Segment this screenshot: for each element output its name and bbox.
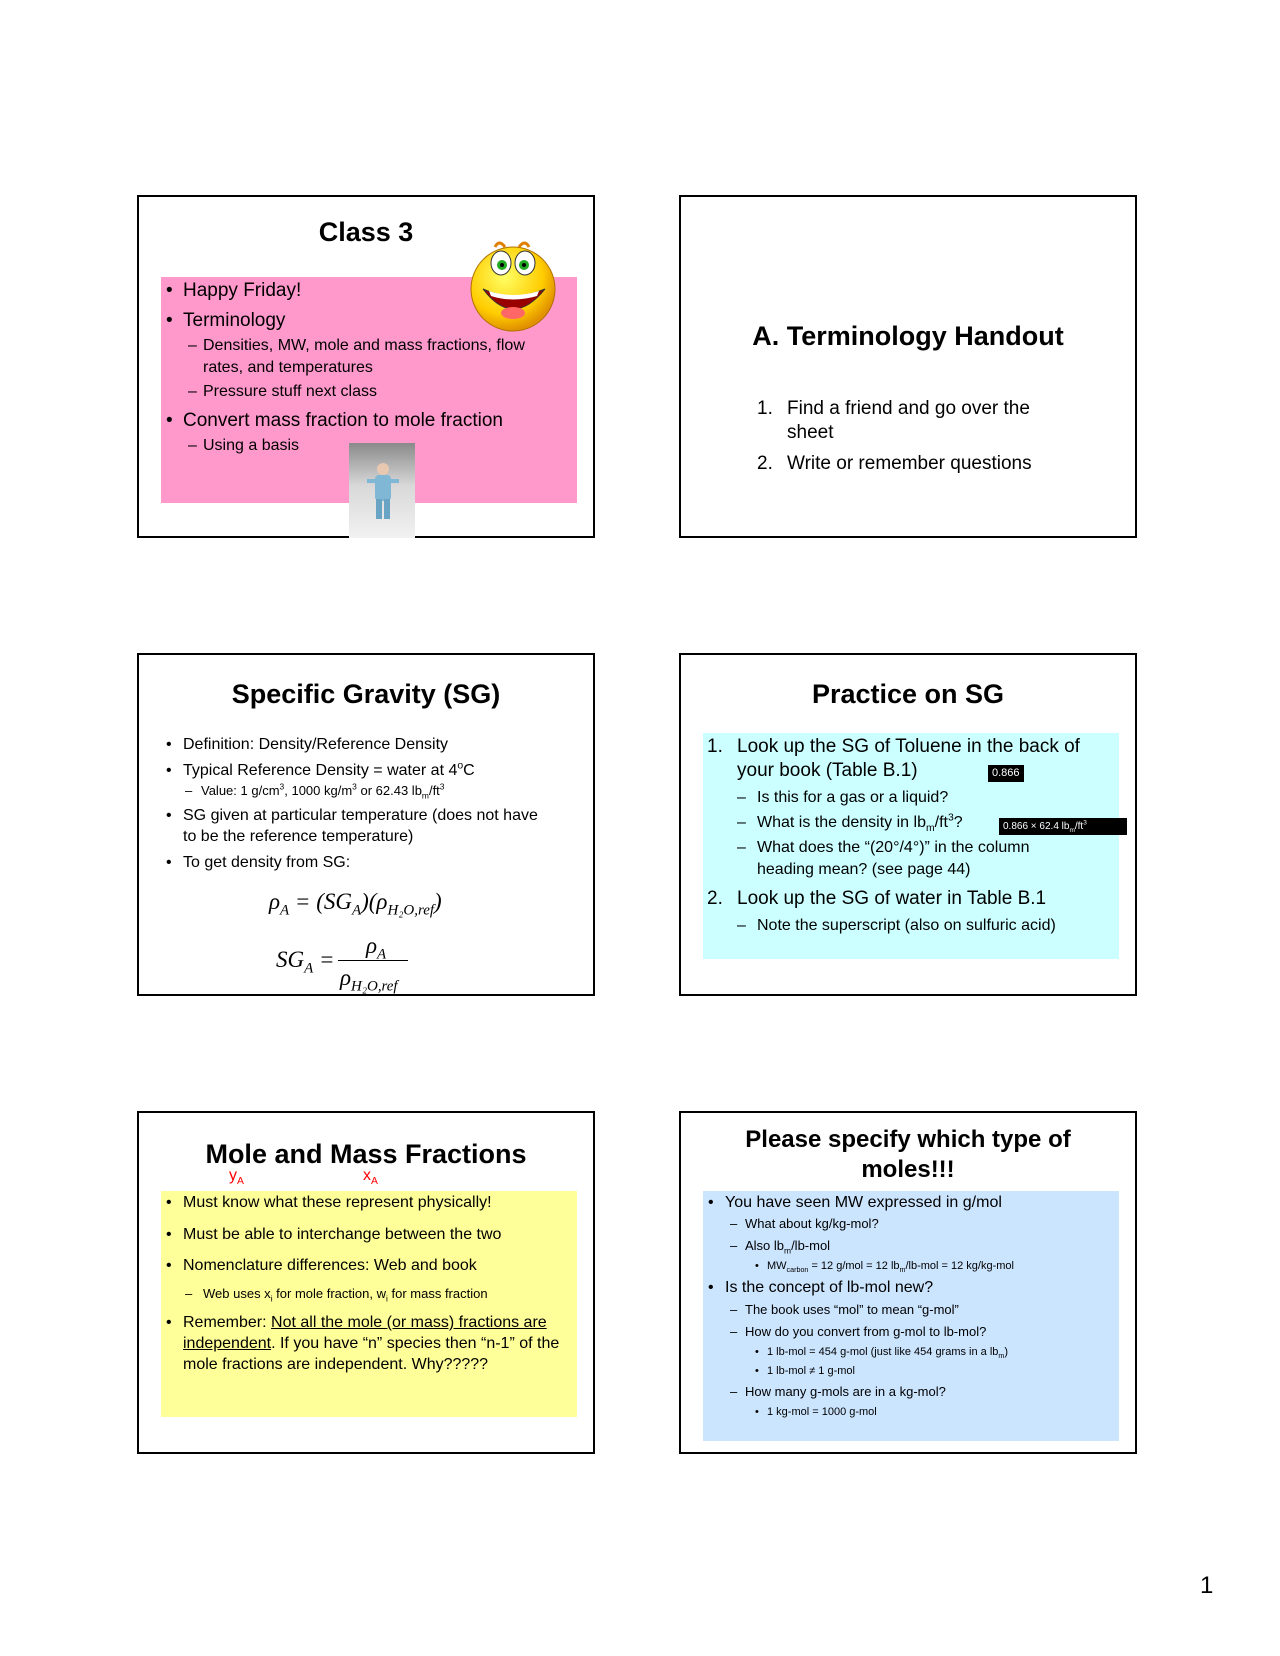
bullet: • SG given at particular temperature (does not have to be the reference temperature) — [161, 805, 553, 847]
superscript: 3 — [352, 781, 357, 792]
bullet: • Terminology — [161, 309, 577, 333]
text: for mole fraction, w — [272, 1286, 386, 1301]
sub-bullet-text: What about kg/kg-mol? — [745, 1216, 879, 1231]
subscript: A — [371, 1176, 378, 1188]
text: . If you have “n” species then “n-1” of the mole fractions are independent. Why????? — [183, 1335, 560, 1373]
bullet: • Must know what these represent physically! — [161, 1191, 577, 1213]
bullet: • Happy Friday! — [161, 279, 577, 303]
subscript: m — [899, 1266, 906, 1275]
slide-practice-on-sg — [679, 653, 1137, 996]
list-item — [751, 452, 1071, 476]
sub-bullet-text: The book uses “mol” to mean “g-mol” — [745, 1302, 959, 1317]
text: /lb-mol — [791, 1238, 831, 1253]
item-number: 2. — [707, 888, 723, 909]
sub-sub-bullet: • 1 lb-mol ≠ 1 g-mol — [703, 1362, 1119, 1381]
page-number: 1 — [1200, 1572, 1214, 1599]
sub-bullet-text: Note the superscript (also on sulfuric acid) — [757, 917, 1056, 934]
sub-bullet-text: Using a basis — [203, 437, 300, 454]
eq-term: SG — [276, 947, 305, 972]
sub-sub-bullet — [703, 1257, 1119, 1275]
subscript: carbon — [786, 1266, 809, 1275]
item-text: Look up the SG of water in Table B.1 — [737, 888, 1047, 909]
item-text: Look up the SG of Toluene in the back of your book (Table B.1) — [737, 736, 1080, 781]
symbol: x — [363, 1167, 371, 1184]
equation-density — [269, 889, 442, 919]
item-number: 1. — [757, 398, 773, 419]
bullet: • Must be able to interchange between the two — [161, 1225, 577, 1245]
symbol-ya — [229, 1167, 244, 1188]
sub-sub-bullet — [703, 1343, 1119, 1362]
item-number: 2. — [757, 453, 773, 474]
text: /ft — [934, 814, 948, 831]
numbered-list — [751, 397, 1071, 476]
bullet: • Nomenclature differences: Web and book — [161, 1256, 577, 1276]
sub-bullet: – How do you convert from g-mol to lb-mol? — [730, 1324, 987, 1339]
item-text: Write or remember questions — [787, 453, 1032, 474]
sub-bullet-text: Is this for a gas or a liquid? — [757, 789, 949, 806]
child-in-snow-image — [349, 443, 415, 538]
bullet-list — [161, 735, 561, 873]
eq-numerator: ρ — [366, 933, 378, 958]
sub-bullet-text: Densities, MW, mole and mass fractions, flow rates, and temperatures — [203, 337, 525, 376]
slide-title: Please specify which type of moles!!! — [745, 1126, 1071, 1183]
text: = 12 g/mol = 12 lb — [808, 1260, 900, 1272]
eq-term: )(ρ — [361, 889, 388, 914]
bullet: • Is the concept of lb-mol new? — [703, 1277, 1119, 1299]
symbol-xa — [363, 1167, 378, 1188]
sub-sub-bullet: • 1 kg-mol = 1000 g-mol — [703, 1403, 1119, 1422]
bullet-text: C — [463, 762, 475, 779]
sub-bullet: – Densities, MW, mole and mass fractions, flow rates, and temperatures — [188, 337, 525, 376]
item-number: 1. — [707, 736, 723, 757]
eq-term: = (SG — [289, 889, 352, 914]
text: What is the density in lb — [757, 814, 926, 831]
list-item — [751, 397, 1071, 445]
subscript: m — [784, 1245, 792, 1256]
sub-bullet-text: What does the “(20°/4°)” in the column heading mean? (see page 44) — [757, 839, 1030, 878]
eq-term: ρ — [269, 889, 281, 914]
bullet: • Definition: Density/Reference Density — [161, 735, 561, 755]
superscript: 3 — [947, 812, 954, 824]
subscript: A — [237, 1176, 244, 1188]
symbol: y — [229, 1167, 237, 1184]
text: Value: 1 g/cm — [201, 783, 280, 798]
sub-bullet: – What does the “(20°/4°)” in the column heading mean? (see page 44) — [737, 839, 1030, 878]
sub-bullet-text: How many g-mols are in a kg-mol? — [745, 1384, 946, 1399]
bullet: • Convert mass fraction to mole fraction — [161, 409, 577, 433]
badge-text: 0.866 × 62.4 lb — [1003, 821, 1070, 832]
eq-sub: A — [377, 946, 387, 963]
sub-bullet: – Value: 1 $g/cm^3$, 1000 $kg/m^3$ or 62.43 $lb_m/ft^3$ — [185, 781, 445, 801]
sub-bullet: – How many g-mols are in a kg-mol? — [730, 1384, 946, 1399]
eq-sub: H₂O,ref — [387, 902, 434, 919]
text: or 62.43 lb — [356, 783, 422, 798]
eq-sub: H₂O,ref — [351, 978, 398, 995]
superscript: 3 — [279, 781, 285, 792]
text: /ft — [428, 783, 440, 798]
slide-class-3 — [137, 195, 595, 538]
slide-title: Specific Gravity (SG) — [231, 679, 501, 709]
bullet-text: Typical Reference Density = water at 4 — [183, 762, 458, 779]
eq-sub: A — [351, 902, 362, 919]
bullet — [161, 761, 561, 781]
slide-title: A. Terminology Handout — [752, 321, 1064, 351]
text: 1 lb-mol = 454 g-mol (just like 454 grams in a lb — [767, 1346, 999, 1358]
subscript: m — [421, 790, 429, 801]
item-text: Find a friend and go over the sheet — [787, 398, 1030, 443]
subscript: i — [270, 1293, 273, 1304]
superscript: o — [457, 760, 464, 772]
text: ? — [953, 814, 963, 831]
list-item — [703, 733, 1097, 783]
list-item — [703, 887, 1119, 911]
text: Remember: — [183, 1314, 272, 1331]
fraction-bar — [338, 960, 408, 961]
subscript: m — [998, 1352, 1005, 1361]
sub-bullet-text: How do you convert from g-mol to lb-mol? — [745, 1324, 987, 1339]
bullet: • You have seen MW expressed in g/mol — [703, 1191, 1119, 1213]
slide-title: Mole and Mass Fractions — [205, 1139, 527, 1169]
smiley-face-icon — [465, 233, 561, 333]
superscript: 3 — [439, 781, 445, 792]
text: MW — [767, 1260, 787, 1272]
sub-bullet: – What about kg/kg-mol? — [730, 1216, 879, 1231]
snow-photo — [349, 443, 415, 538]
slide-specific-gravity — [137, 653, 595, 996]
subscript: i — [386, 1293, 388, 1304]
slide-specify-moles — [679, 1111, 1137, 1454]
sub-bullet-text: Pressure stuff next class — [203, 383, 377, 400]
eq-sub: A — [280, 902, 290, 919]
answer-badge — [999, 818, 1127, 835]
text: /lb-mol = 12 kg/kg-mol — [905, 1260, 1014, 1272]
sub-bullet: – Note the superscript (also on sulfuric acid) — [737, 917, 1056, 934]
badge-text: /ft — [1074, 821, 1084, 832]
superscript: 3 — [1083, 819, 1087, 827]
sub-bullet: – Web uses $x_i$ for mole fraction, $w_i$ for mass fraction — [185, 1286, 488, 1304]
text: , 1000 kg/m — [284, 783, 353, 798]
content-box — [703, 733, 1119, 959]
sub-bullet: – What is the density in $lb_m/ft^3$? — [737, 812, 963, 835]
text: Web uses x — [203, 1286, 271, 1301]
slide-mole-mass-fractions — [137, 1111, 595, 1454]
content-box — [161, 1191, 577, 1417]
eq-sub: A — [304, 960, 314, 977]
slide-terminology-handout — [679, 195, 1137, 538]
sub-bullet: – Pressure stuff next class — [188, 383, 377, 400]
bullet: • To get density from SG: — [161, 853, 561, 873]
eq-denominator: ρ — [340, 965, 352, 990]
text: for mass fraction — [387, 1286, 488, 1301]
sub-bullet: – Also $lb_m/lb$-mol — [730, 1238, 831, 1256]
eq-term: = — [319, 947, 335, 972]
subscript: m — [1069, 827, 1075, 834]
sub-bullet: – Using a basis — [188, 437, 300, 454]
underlined-text: Not all the mole (or mass) fractions are independent — [183, 1314, 547, 1352]
subscript: m — [925, 823, 935, 835]
bullet — [161, 1312, 563, 1375]
content-box — [703, 1191, 1119, 1441]
slide-title: Practice on SG — [811, 679, 1005, 709]
text: Also lb — [745, 1238, 785, 1253]
text: ) — [1004, 1346, 1009, 1358]
sub-bullet: – The book uses “mol” to mean “g-mol” — [730, 1302, 959, 1317]
slide-title: Class 3 — [318, 217, 414, 247]
eq-term: ) — [434, 889, 442, 914]
answer-badge: 0.866 — [988, 765, 1024, 782]
sub-bullet: – Is this for a gas or a liquid? — [737, 789, 949, 806]
